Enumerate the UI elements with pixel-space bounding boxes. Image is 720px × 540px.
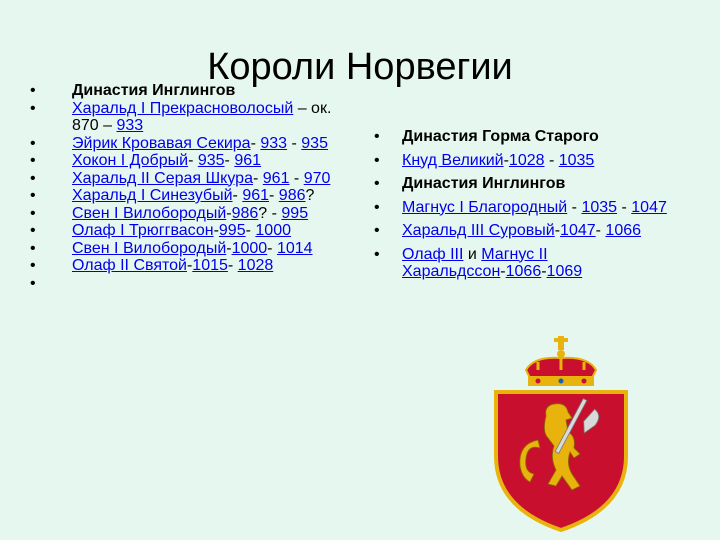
list-item-text xyxy=(402,128,692,146)
wiki-link[interactable]: 995 xyxy=(281,204,309,222)
left-king-list xyxy=(28,82,358,292)
list-item-text xyxy=(72,170,358,188)
plain-text: - xyxy=(226,204,232,222)
dynasty-heading: Династия Горма Старого xyxy=(402,128,599,145)
right-list-item xyxy=(372,199,692,217)
plain-text: – ок. 870 – xyxy=(72,99,332,134)
wiki-link[interactable]: 1047 xyxy=(631,198,667,216)
plain-text: - xyxy=(252,169,263,187)
wiki-link[interactable]: Магнус I Благородный xyxy=(402,198,568,216)
left-list-item xyxy=(28,170,358,188)
crown-icon xyxy=(526,336,596,386)
wiki-link[interactable]: 961 xyxy=(234,152,262,169)
plain-text: - xyxy=(269,187,279,204)
dynasty-heading: Династия Инглингов xyxy=(72,82,236,99)
bullet-icon: • xyxy=(30,274,36,292)
plain-text: - xyxy=(245,222,256,239)
wiki-link[interactable]: 1000 xyxy=(231,239,268,257)
norway-coat-of-arms xyxy=(476,336,646,532)
wiki-link[interactable]: Свен I Вилобородый xyxy=(72,204,227,222)
right-king-list xyxy=(372,128,692,281)
wiki-link[interactable]: Хокон I Добрый xyxy=(72,152,189,169)
plain-text: - xyxy=(617,198,632,216)
bullet-icon: • xyxy=(30,187,36,204)
wiki-link[interactable]: 935 xyxy=(197,152,225,169)
wiki-link[interactable]: 1035 xyxy=(558,151,595,169)
plain-text: - xyxy=(289,169,304,187)
bullet-icon: • xyxy=(374,175,380,192)
plain-text: - xyxy=(186,257,193,274)
bullet-icon: • xyxy=(30,204,36,222)
wiki-link[interactable]: Кнуд Великий xyxy=(402,151,504,169)
wiki-link[interactable]: 1028 xyxy=(508,151,545,169)
bullet-icon: • xyxy=(30,257,36,274)
wiki-link[interactable]: 1028 xyxy=(237,257,274,274)
dynasty-heading: Династия Инглингов xyxy=(402,175,566,192)
wiki-link[interactable]: 1014 xyxy=(276,239,313,257)
plain-text: - xyxy=(232,187,243,204)
plain-text: - xyxy=(567,198,582,216)
left-list-item xyxy=(28,135,358,153)
left-list-item xyxy=(28,205,358,223)
wiki-link[interactable]: 1047 xyxy=(560,222,596,239)
list-item-text xyxy=(72,257,358,275)
wiki-link[interactable]: 1035 xyxy=(581,198,618,216)
plain-text: ? - xyxy=(258,204,282,222)
bullet-icon: • xyxy=(30,82,36,99)
list-item-text xyxy=(72,240,358,258)
list-item-text xyxy=(72,187,358,205)
bullet-icon: • xyxy=(30,169,36,187)
wiki-link[interactable]: Олаф II Святой xyxy=(72,257,187,274)
list-item-text xyxy=(72,100,358,135)
plain-text: - xyxy=(213,222,219,239)
left-list-item xyxy=(28,100,358,135)
plain-text: и xyxy=(463,245,482,263)
list-item-text xyxy=(402,152,692,170)
plain-text: - xyxy=(554,222,561,239)
bullet-icon: • xyxy=(30,239,36,257)
wiki-link[interactable]: 1066 xyxy=(605,222,642,239)
right-list-item xyxy=(372,152,692,170)
right-list-item xyxy=(372,222,692,240)
right-list-item xyxy=(372,128,692,146)
plain-text: - xyxy=(224,152,235,169)
wiki-link[interactable]: Олаф III xyxy=(402,245,464,263)
wiki-link[interactable]: 961 xyxy=(242,187,270,204)
wiki-link[interactable]: 933 xyxy=(116,117,144,134)
plain-text: - xyxy=(226,239,232,257)
wiki-link[interactable]: Харальд I Прекрасноволосый xyxy=(72,99,294,117)
bullet-icon: • xyxy=(374,222,380,239)
plain-text: - xyxy=(188,152,198,169)
wiki-link[interactable]: 995 xyxy=(218,222,246,239)
wiki-link[interactable]: 1066 xyxy=(505,263,542,280)
wiki-link[interactable]: 970 xyxy=(303,169,331,187)
left-list-item xyxy=(28,187,358,205)
left-list-item xyxy=(28,82,358,100)
wiki-link[interactable]: Олаф I Трюггвасон xyxy=(72,222,214,239)
plain-text: ? xyxy=(305,187,315,204)
wiki-link[interactable]: 1000 xyxy=(255,222,291,239)
plain-text: - xyxy=(267,239,277,257)
left-list-item xyxy=(28,240,358,258)
plain-text: - xyxy=(544,151,559,169)
right-list-item xyxy=(372,175,692,193)
wiki-link[interactable]: Свен I Вилобородый xyxy=(72,239,227,257)
wiki-link[interactable]: 933 xyxy=(260,134,288,152)
left-list-item xyxy=(28,152,358,170)
plain-text: - xyxy=(500,263,506,280)
list-item-text xyxy=(72,82,358,100)
plain-text: - xyxy=(595,222,606,239)
wiki-link[interactable]: Харальд I Синезубый xyxy=(72,187,233,204)
list-item-text xyxy=(402,199,692,217)
left-list-item xyxy=(28,222,358,240)
bullet-icon: • xyxy=(30,152,36,169)
bullet-icon: • xyxy=(30,99,36,117)
plain-text: - xyxy=(227,257,238,274)
wiki-link[interactable]: 1069 xyxy=(546,263,583,280)
list-item-text xyxy=(72,222,358,240)
wiki-link[interactable]: Харальд III Суровый xyxy=(402,222,555,239)
wiki-link[interactable]: Харальд II Серая Шкура xyxy=(72,169,253,187)
wiki-link[interactable]: 935 xyxy=(301,134,328,152)
wiki-link[interactable]: 986 xyxy=(231,204,259,222)
bullet-icon: • xyxy=(374,245,380,263)
list-item-text xyxy=(402,246,692,281)
left-list-item xyxy=(28,257,358,275)
list-item-text xyxy=(402,175,692,193)
wiki-link[interactable]: 986 xyxy=(278,187,306,204)
list-item-text xyxy=(72,205,358,223)
bullet-icon: • xyxy=(374,128,380,145)
plain-text: - xyxy=(250,134,261,152)
wiki-link[interactable]: Эйрик Кровавая Секира xyxy=(72,134,251,152)
plain-text: - xyxy=(287,134,302,152)
plain-text: - xyxy=(541,263,547,280)
plain-text: - xyxy=(503,151,509,169)
bullet-icon: • xyxy=(374,198,380,216)
left-list-item xyxy=(28,275,358,293)
wiki-link[interactable]: 1015 xyxy=(192,257,228,274)
list-item-text xyxy=(402,222,692,240)
bullet-icon: • xyxy=(30,134,36,152)
bullet-icon: • xyxy=(30,222,36,239)
bullet-icon: • xyxy=(374,151,380,169)
right-list-item xyxy=(372,246,692,281)
wiki-link[interactable]: 961 xyxy=(262,169,290,187)
list-item-text xyxy=(72,152,358,170)
list-item-text xyxy=(72,135,358,153)
slide-title: Короли Норвегии xyxy=(207,46,513,89)
wiki-link[interactable]: Магнус II Харальдссон xyxy=(402,245,548,280)
